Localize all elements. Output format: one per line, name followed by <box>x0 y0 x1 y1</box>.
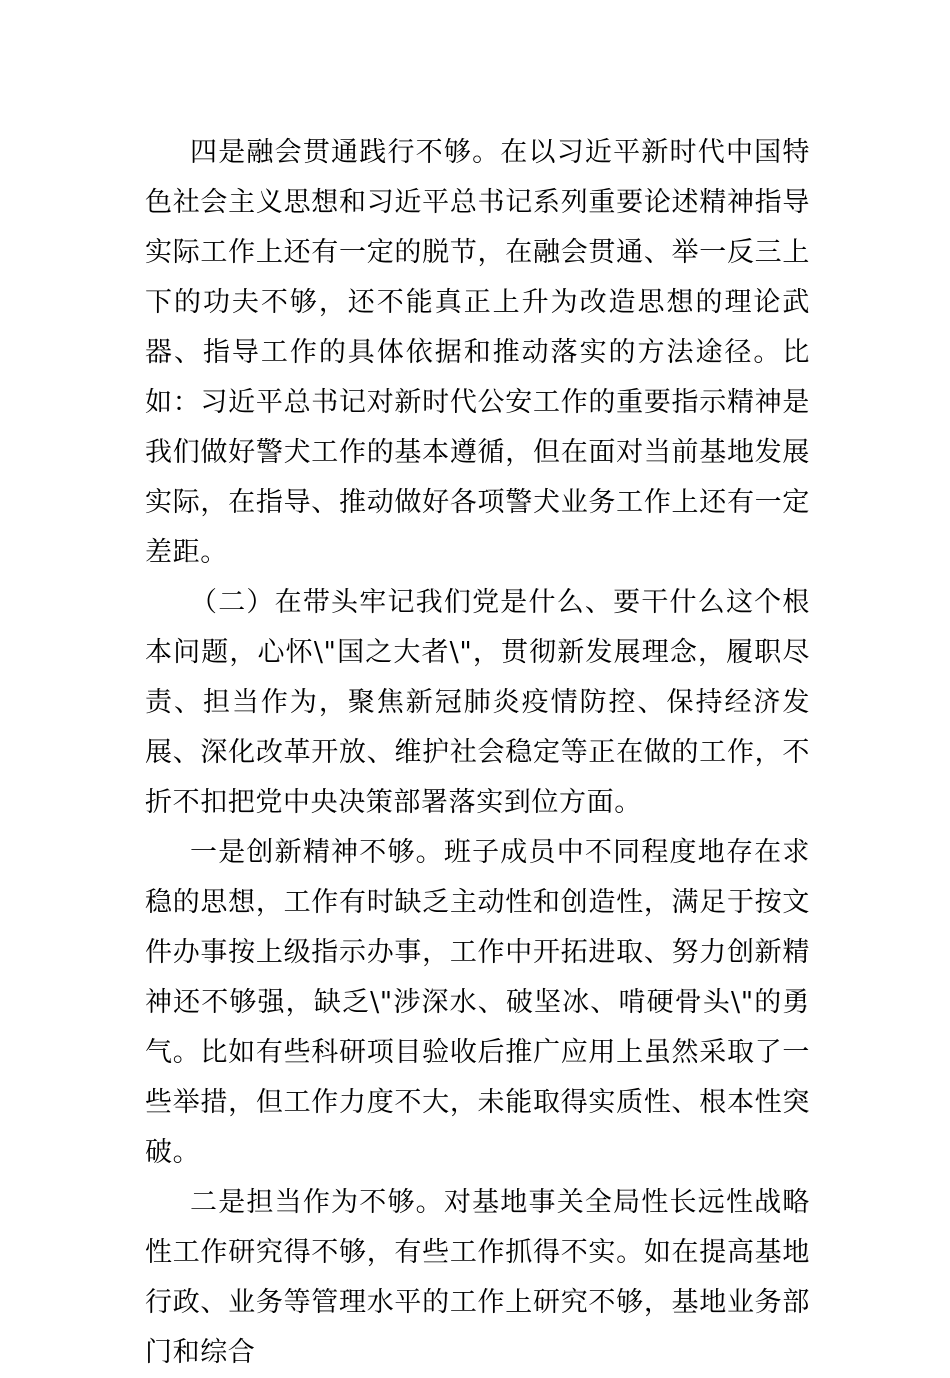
paragraph-section-two-heading: （二）在带头牢记我们党是什么、要干什么这个根本问题，心怀\"国之大者\"，贯彻新发展理念，履职尽责、担当作为，聚焦新冠肺炎疫情防控、保持经济发展、深化改革开放、维护社会稳定等正在做的工作，不折不扣把党中央决策部署落实到位方面。 <box>145 587 810 818</box>
paragraph-four-integration: 四是融会贯通践行不够。在以习近平新时代中国特色社会主义思想和习近平总书记系列重要论述精神指导实际工作上还有一定的脱节，在融会贯通、举一反三上下的功夫不够，还不能真正上升为改造思想的理论武器、指导工作的具体依据和推动落实的方法途径。比如：习近平总书记对新时代公安工作的重要指示精神是我们做好警犬工作的基本遵循，但在面对当前基地发展实际，在指导、推动做好各项警犬业务工作上还有一定差距。 <box>145 137 810 568</box>
document-body <box>145 128 810 1378</box>
paragraph-two-responsibility: 二是担当作为不够。对基地事关全局性长远性战略性工作研究得不够，有些工作抓得不实。如在提高基地行政、业务等管理水平的工作上研究不够，基地业务部门和综合 <box>145 1187 810 1368</box>
paragraph-one-innovation: 一是创新精神不够。班子成员中不同程度地存在求稳的思想，工作有时缺乏主动性和创造性，满足于按文件办事按上级指示办事，工作中开拓进取、努力创新精神还不够强，缺乏\"涉深水、破坚冰、啃硬骨头\"的勇气。比如有些科研项目验收后推广应用上虽然采取了一些举措，但工作力度不大，未能取得实质性、根本性突破。 <box>145 837 810 1168</box>
